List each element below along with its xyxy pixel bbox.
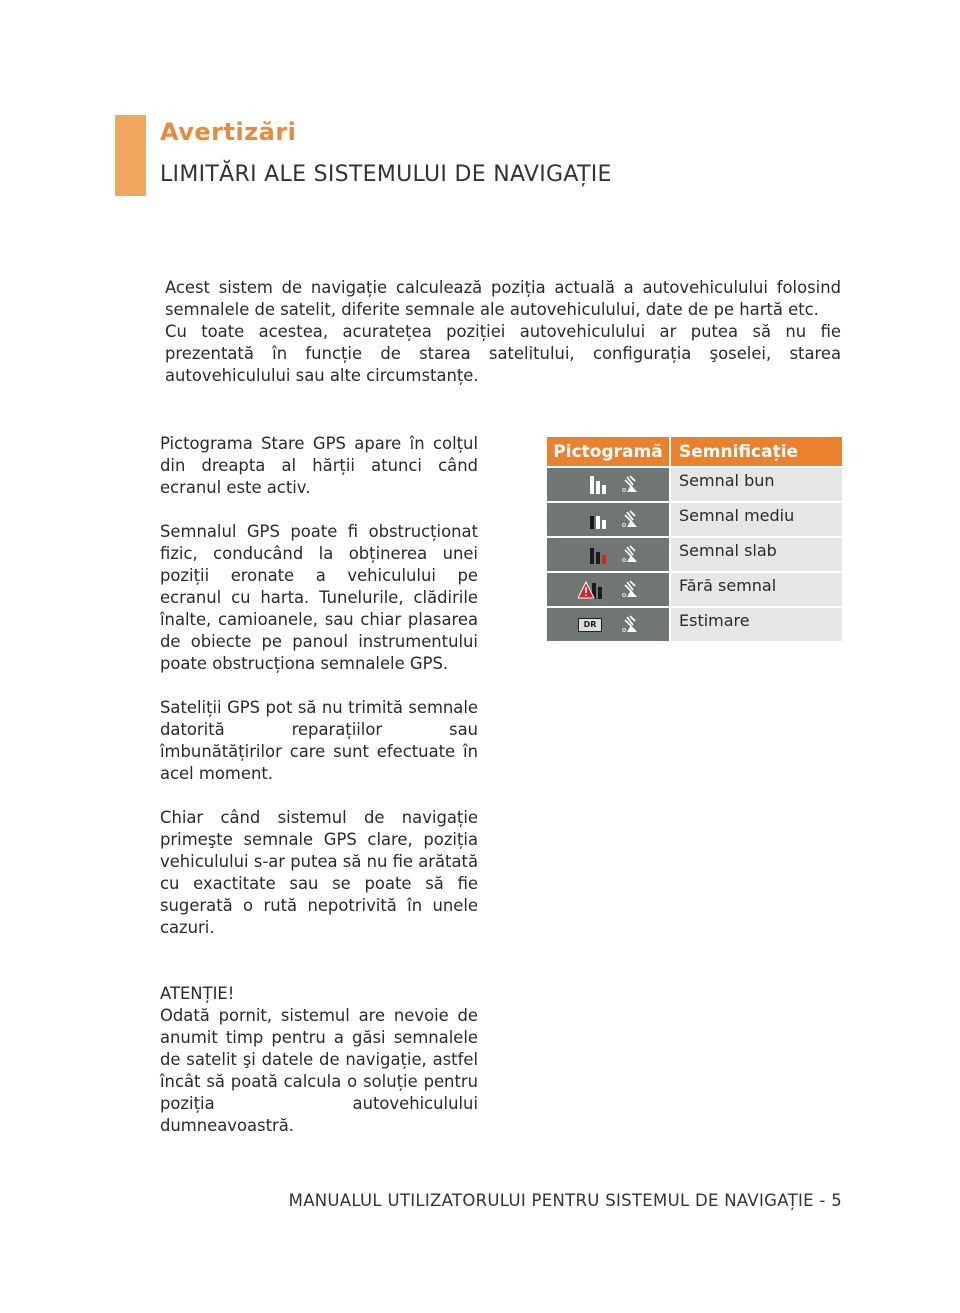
no-signal-warning-icon	[578, 581, 606, 600]
section-accent-bar	[115, 115, 146, 196]
table-row	[547, 573, 842, 606]
page-footer: MANUALUL UTILIZATORULUI PENTRU SISTEMUL DE NAVIGAȚIE - 5	[288, 1191, 842, 1210]
icon-cell	[547, 538, 671, 571]
meaning-cell: Fără semnal	[671, 573, 842, 606]
gps-status-table	[547, 437, 842, 641]
body-paragraph-1: Pictograma Stare GPS apare în colțul din dreapta al hărții atunci când ecranul este activ.	[160, 434, 478, 497]
signal-weak-icon	[590, 546, 606, 564]
table-row	[547, 608, 842, 641]
body-paragraph-2: Semnalul GPS poate fi obstrucționat fizic, conducând la obținerea unei poziții eronate a vehiculului pe ecranul cu harta. Tunelurile, clădirile înalte, camioanele, sau chiar plasarea de obiecte pe panoul instrumentului poate obstrucționa semnalele GPS.	[160, 522, 478, 673]
satellite-icon	[621, 473, 641, 495]
meaning-cell: Semnal mediu	[671, 503, 842, 536]
dead-reckoning-icon: DR	[578, 618, 602, 632]
body-paragraph-3: Sateliții GPS pot să nu trimită semnale datorită reparațiilor sau îmbunătățirilor care sunt efectuate în acel moment.	[160, 698, 478, 783]
intro-paragraph	[165, 277, 841, 387]
warning-title: ATENȚIE!	[160, 984, 235, 1003]
signal-good-icon	[590, 476, 606, 494]
body-column	[160, 433, 478, 1137]
warning-block	[160, 983, 478, 1137]
satellite-icon	[621, 613, 641, 635]
section-title: Avertizări	[160, 118, 297, 146]
satellite-icon	[621, 508, 641, 530]
meaning-cell: Semnal slab	[671, 538, 842, 571]
table-row	[547, 503, 842, 536]
table-row	[547, 468, 842, 501]
warning-text: Odată pornit, sistemul are nevoie de anumit timp pentru a găsi semnalele de satelit şi datele de navigație, astfel încât să poată calcula o soluție pentru poziția autovehiculului dumneavoastră.	[160, 1006, 478, 1135]
signal-medium-icon	[590, 511, 606, 529]
icon-cell	[547, 468, 671, 501]
icon-cell	[547, 503, 671, 536]
intro-line-1: Acest sistem de navigație calculează poziția actuală a autovehiculului folosind semnalele de satelit, diferite semnale ale autovehiculului, date de pe hartă etc.	[165, 278, 841, 319]
intro-line-2: Cu toate acestea, acuratețea poziției autovehiculului ar putea să nu fie prezentată în funcție de starea satelitului, configurația şoselei, starea autovehiculului sau alte circumstanțe.	[165, 322, 841, 385]
satellite-icon	[621, 543, 641, 565]
body-paragraph-4: Chiar când sistemul de navigație primeşte semnale GPS clare, poziția vehiculului s-ar putea să nu fie arătată cu exactitate sau se poate să fie sugerată o rută nepotrivită în unele cazuri.	[160, 808, 478, 937]
icon-cell	[547, 608, 671, 641]
meaning-cell: Estimare	[671, 608, 842, 641]
table-row	[547, 538, 842, 571]
icon-cell	[547, 573, 671, 606]
meaning-cell: Semnal bun	[671, 468, 842, 501]
header-pictogram: Pictogramă	[547, 437, 671, 466]
table-header	[547, 437, 842, 466]
section-subtitle: LIMITĂRI ALE SISTEMULUI DE NAVIGAȚIE	[160, 162, 612, 187]
header-meaning: Semnificație	[679, 441, 799, 462]
satellite-icon	[621, 578, 641, 600]
